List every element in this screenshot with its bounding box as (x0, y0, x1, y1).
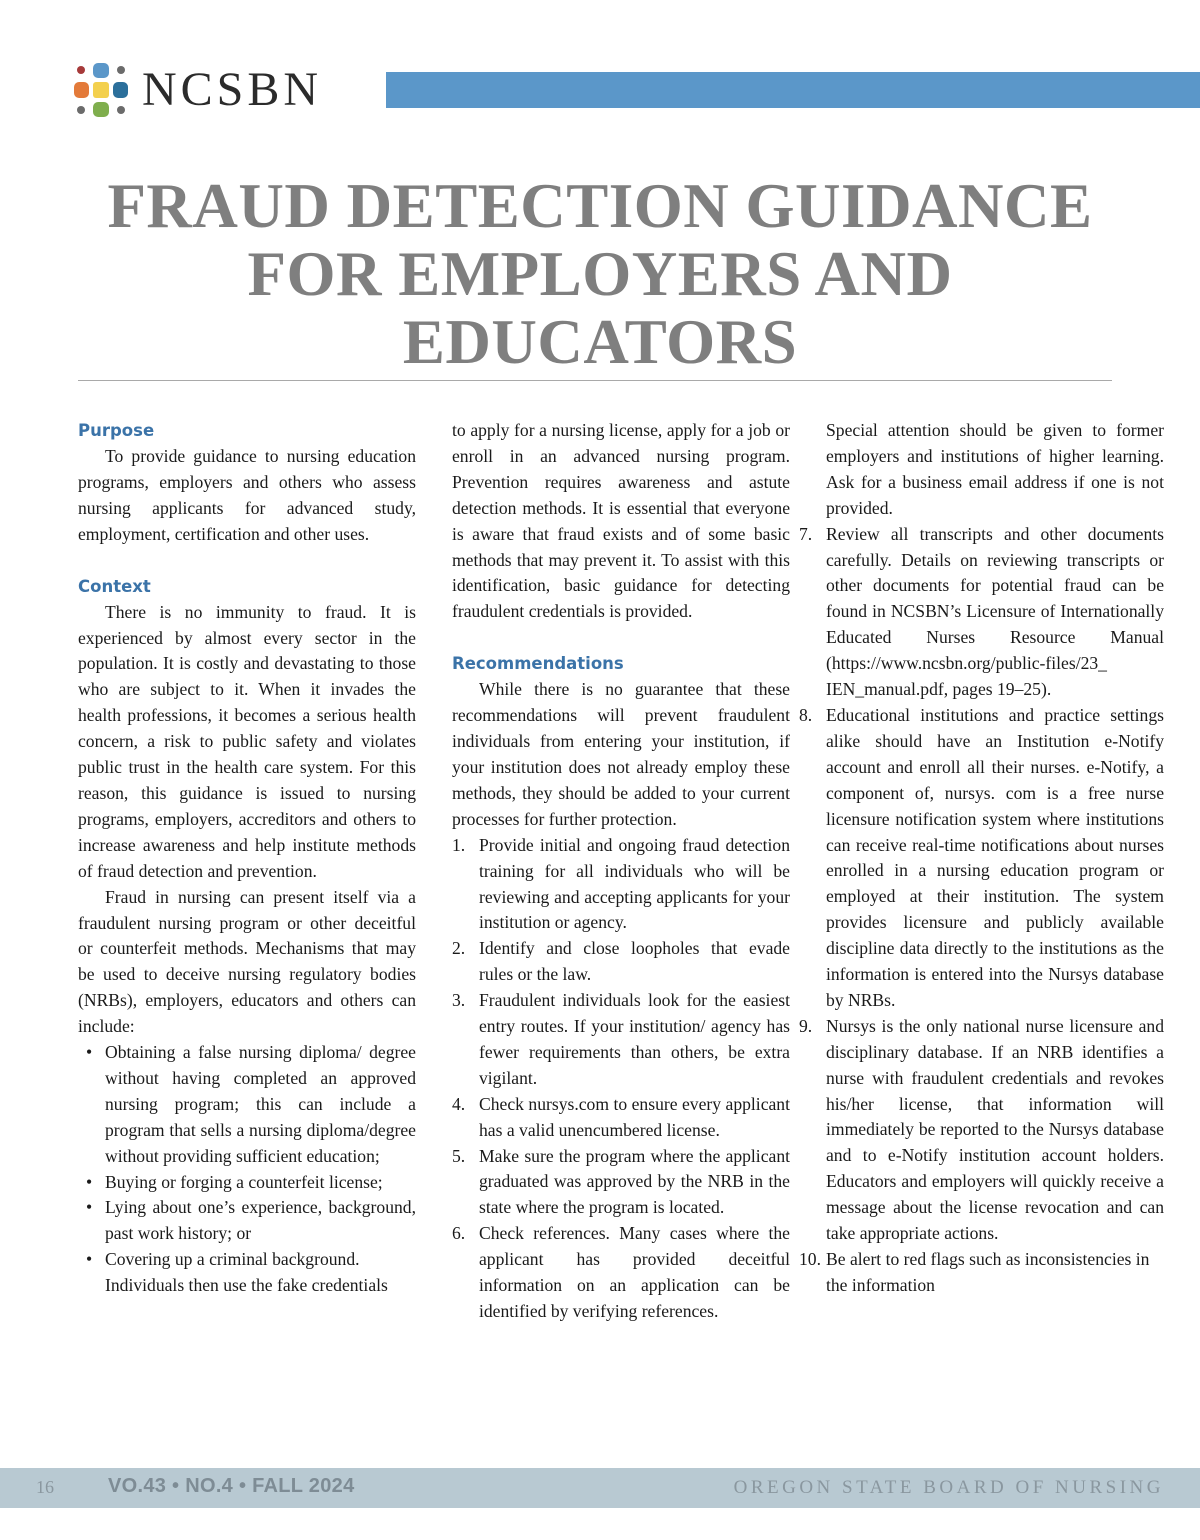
context-paragraph-1: There is no immunity to fraud. It is experienced by almost every sector in the population. It is costly and devastating to those who are subject to it. When it invades the health professions, it becomes a serious health concern, a risk to public safety and violates public trust in the health care system. For this reason, this guidance is issued to nursing programs, employers, accreditors and others to increase awareness and help institute methods of fraud detection and prevention. (78, 601, 416, 881)
list-item: • Obtaining a false nursing diploma/ degree without having completed an approved nursing program; this can include a program that sells a nursing diploma/degree without providing sufficient education; (78, 1040, 416, 1170)
column-2 (452, 418, 790, 1325)
recommendation-item: 1. Provide initial and ongoing fraud detection training for all individuals who will be reviewing and accepting applicants for your institution or agency. (452, 834, 790, 933)
recommendation-item: 10. Be alert to red flags such as inconsistencies in the information (799, 1249, 1150, 1295)
recommendation-item: 5. Make sure the program where the applicant graduated was approved by the NRB in the state where the program is located. (452, 1145, 790, 1218)
ncsbn-logo-text: NCSBN (142, 63, 323, 116)
recommendation-item: 6. Check references. Many cases where the applicant has provided deceitful information on an application can be identified by verifying references. (452, 1223, 790, 1321)
page-number: 16 (36, 1477, 54, 1497)
page-footer (0, 1468, 1200, 1508)
ncsbn-logo-mark-icon (70, 59, 132, 121)
recommendations-heading: Recommendations (452, 654, 624, 674)
recommendation-item: 8. Educational institutions and practice settings alike should have an Institution e-Notify account and enroll all their nurses. e-Notify, a component of, nursys. com is a free nurse licensure notification system where institutions can receive real-time notifications about nurses enrolled in a nursing education program or employed at their institution. The system provides licensure and publicly available discipline data directly to the institutions as the information is entered into the Nursys database by NRBs. (799, 704, 1164, 1010)
article-title (60, 172, 1140, 376)
title-line-3: EDUCATORS (402, 307, 798, 377)
list-item: • Lying about one’s experience, background, past work history; or (78, 1195, 416, 1247)
recommendation-item: 7. Review all transcripts and other documents carefully. Details on reviewing transcripts or other documents for potential fraud can be found in NCSBN’s Licensure of Internationally Educated Nurses Resource Manual (https://www.ncsbn.org/public-files/23_ IEN_manual.pdf, pages 19–25). (799, 523, 1164, 700)
list-item: • Covering up a criminal background. (78, 1247, 416, 1273)
column-1 (78, 418, 416, 1299)
recommendation-item: 3. Fraudulent individuals look for the easiest entry routes. If your institution/ agency has fewer requirements than others, be extra vigilant. (452, 990, 790, 1088)
ncsbn-logo (70, 55, 350, 125)
context-continuation: Individuals then use the fake credentials (105, 1275, 388, 1296)
purpose-text: To provide guidance to nursing education programs, employers and others who assess nursing applicants for advanced study, employment, certification and other uses. (78, 446, 416, 544)
recommendations-intro: While there is no guarantee that these recommendations will prevent fraudulent individuals from entering your institution, if your institution does not already employ these methods, they should be added to your current processes for further protection. (452, 679, 790, 829)
recommendation-item: 9. Nursys is the only national nurse licensure and disciplinary database. If an NRB identifies a nurse with fraudulent credentials and revokes his/her license, that information will immediately be reported to the Nursys database and to e-Notify institution account holders. Educators and employers will quickly receive a message about the license revocation and can take appropriate actions. (799, 1015, 1164, 1244)
column-3 (799, 418, 1164, 1299)
context-heading: Context (78, 576, 151, 596)
recommendation-item: 2. Identify and close loopholes that evade rules or the law. (452, 938, 790, 985)
title-line-1: FRAUD DETECTION GUIDANCE (107, 171, 1093, 241)
issue-label: VO.43 • NO.4 • FALL 2024 (108, 1475, 355, 1497)
purpose-heading: Purpose (78, 421, 155, 440)
list-item: • Buying or forging a counterfeit license; (78, 1170, 416, 1196)
context-paragraph-2: Fraud in nursing can present itself via a fraudulent nursing program or other deceitful or counterfeit methods. Mechanisms that may be used to deceive nursing regulatory bodies (NRBs), employers, educators and others can include: (78, 886, 416, 1037)
recommendation-item-continuation: Special attention should be given to former employers and institutions of higher learning. Ask for a business email address if one is not provided. (826, 420, 1164, 518)
context-continuation-text: to apply for a nursing license, apply for a job or enroll in an advanced nursing program. Prevention requires awareness and astute detection methods. It is essential that everyone is aware that fraud exists and of some basic methods that may prevent it. To assist with this identification, basic guidance for detecting fraudulent credentials is provided. (452, 420, 790, 622)
header-accent-bar (386, 72, 1200, 108)
publisher-name: OREGON STATE BOARD OF NURSING (733, 1477, 1164, 1498)
recommendation-item: 4. Check nursys.com to ensure every applicant has a valid unencumbered license. (452, 1093, 790, 1140)
title-divider (78, 380, 1112, 381)
title-line-2: FOR EMPLOYERS AND (247, 239, 953, 309)
